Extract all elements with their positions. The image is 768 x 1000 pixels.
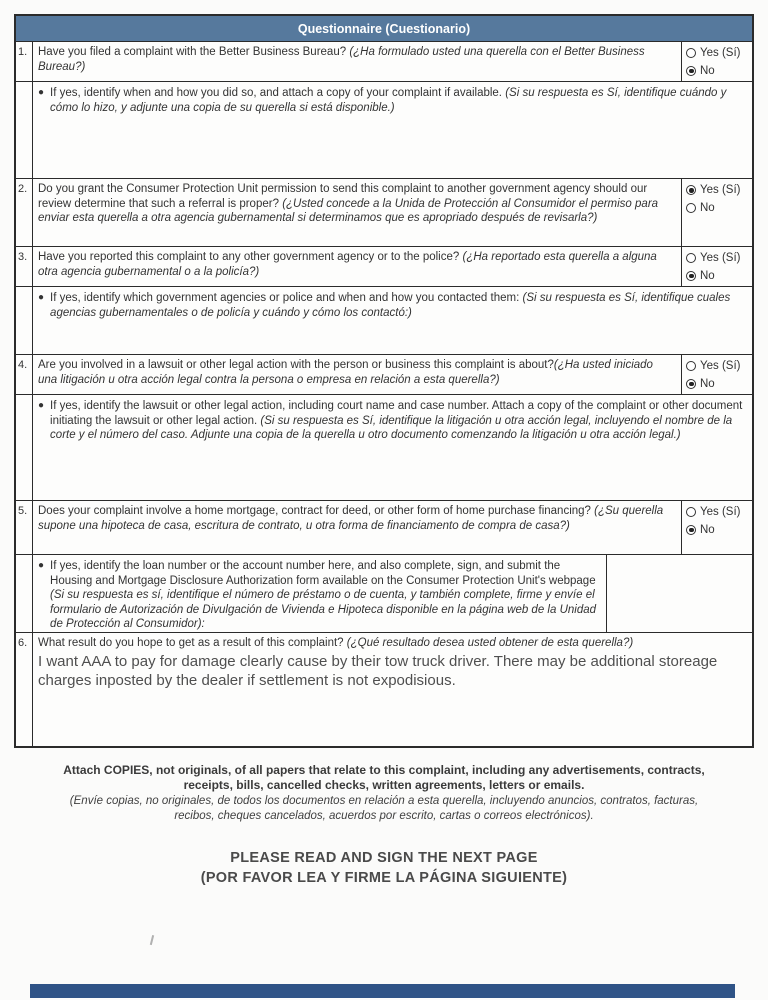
radio-icon[interactable]	[686, 203, 696, 213]
radio-label-no: No	[700, 64, 715, 77]
bullet-icon: ●	[38, 292, 45, 303]
question-text	[33, 179, 681, 246]
radio-option-no-q3[interactable]	[686, 269, 750, 284]
loan-number-writein-area[interactable]	[607, 555, 752, 632]
questionnaire-table	[14, 14, 754, 748]
number-column-spacer	[16, 287, 33, 354]
question-text	[33, 42, 681, 81]
radio-icon[interactable]	[686, 361, 696, 371]
radio-label-yes: Yes (Sí)	[700, 184, 741, 196]
number-column-spacer	[16, 82, 33, 178]
bullet-icon: ●	[38, 87, 45, 98]
radio-label-no: No	[700, 201, 715, 214]
radio-option-no-q4[interactable]	[686, 377, 750, 392]
question-text-es: (¿Usted concede a la Unida de Protección al Consumidor el permiso para enviar esta querella a otra agencia gubernamental si determinamos que es apropriado después de revisarla?)	[38, 197, 659, 224]
attach-notice-en: Attach COPIES, not originals, of all papers that relate to this complaint, including any advertisements, contracts, receipts, bills, cancelled checks, written agreements, letters or emails.	[63, 763, 705, 792]
number-column-spacer	[16, 555, 33, 632]
subquestion-row-4	[16, 394, 752, 500]
result-answer-text[interactable]: I want AAA to pay for damage clearly cause by their tow truck driver. There may be additional storeage charges inposted by the dealer if settlement is not expodisious.	[38, 652, 718, 689]
radio-option-yes-q4[interactable]	[686, 359, 750, 374]
question-text-en: Have you filed a complaint with the Better Business Bureau?	[38, 46, 347, 58]
question-text-es: (¿Su querella supone una hipoteca de casa, escritura de contrato, u otra forma de financiamento de compra de casa?)	[38, 505, 664, 532]
question-row-6	[16, 632, 752, 746]
radio-icon[interactable]	[686, 48, 696, 58]
radio-icon[interactable]	[686, 253, 696, 263]
question-text	[33, 501, 681, 554]
radio-option-no-q5[interactable]	[686, 523, 750, 538]
answer-column	[681, 501, 752, 554]
question-text-es: (¿Ha usted iniciado una litigación u otra acción legal contra la persona o empresa en relación a esta querella?)	[38, 359, 653, 386]
radio-label-yes: Yes (Sí)	[700, 360, 741, 372]
number-column-spacer	[16, 395, 33, 500]
radio-option-no-q2[interactable]	[686, 201, 750, 216]
subquestion-row-3	[16, 286, 752, 354]
table-title: Questionnaire (Cuestionario)	[297, 21, 471, 36]
radio-icon[interactable]	[686, 379, 696, 389]
radio-icon[interactable]	[686, 507, 696, 517]
subquestion-text[interactable]	[33, 395, 752, 500]
answer-column	[681, 179, 752, 246]
subquestion-text-en: If yes, identify the loan number or the account number here, and also complete, sign, and submit the Housing and Mortgage Disclosure Authorization form available on the Consumer Protection Unit's webpage	[50, 560, 596, 587]
question-text-en: Do you grant the Consumer Protection Unit permission to send this complaint to another government agency should our review determine that such a referral is proper?	[38, 183, 648, 210]
answer-column	[681, 355, 752, 394]
question-number: 4.	[16, 355, 33, 394]
question-row-1	[16, 41, 752, 81]
question-number: 2.	[16, 179, 33, 246]
subquestion-text-es: (Si su respuesta es Sí, identifique cuándo y cómo lo hizo, y adjunte una copia de su querella si está disponible.)	[50, 87, 727, 114]
table-header	[16, 16, 752, 41]
question-number: 6.	[16, 633, 33, 746]
sign-notice-line1: PLEASE READ AND SIGN THE NEXT PAGE	[230, 850, 538, 866]
attach-copies-notice	[54, 763, 714, 824]
question-text	[33, 247, 681, 286]
question-text-en: Does your complaint involve a home mortgage, contract for deed, or other form of home purchase financing?	[38, 505, 591, 517]
attach-notice-es: (Envíe copias, no originales, de todos los documentos en relación a esta querella, incluyendo anuncios, contratos, facturas, recibos, cheques cancelados, acuerdos por escrito, cartas o correos electrónicos).	[69, 795, 699, 822]
radio-label-no: No	[700, 377, 715, 390]
answer-column	[681, 247, 752, 286]
subquestion-row-5	[16, 554, 752, 632]
scan-artifact-mark	[150, 935, 154, 945]
subquestion-text[interactable]	[33, 287, 752, 354]
bullet-icon: ●	[38, 400, 45, 411]
question-row-4	[16, 354, 752, 394]
radio-label-no: No	[700, 523, 715, 536]
question-text-en: What result do you hope to get as a result of this complaint?	[38, 637, 344, 649]
radio-icon[interactable]	[686, 185, 696, 195]
radio-label-yes: Yes (Sí)	[700, 252, 741, 264]
question-text	[33, 355, 681, 394]
radio-option-yes-q5[interactable]	[686, 505, 750, 520]
question-number: 5.	[16, 501, 33, 554]
question-text-es: (¿Ha formulado usted una querella con el Better Business Bureau?)	[38, 46, 645, 73]
subquestion-text-en: If yes, identify when and how you did so, and attach a copy of your complaint if available.	[50, 87, 503, 99]
question-row-3	[16, 246, 752, 286]
bullet-icon: ●	[38, 560, 45, 571]
subquestion-text-es: (Si su respuesta es Sí, identifique la litigación u otra acción legal, incluyendo el nombre de la corte y el número del caso. Adjunte una copia de la querella u otro documento comenzando la litigación u otra acción legal.)	[50, 414, 733, 441]
question-text-es: (¿Ha reportado esta querella a alguna otra agencia gubernamental o a la policía?)	[38, 251, 657, 278]
radio-icon[interactable]	[686, 66, 696, 76]
radio-icon[interactable]	[686, 525, 696, 535]
radio-option-yes-q1[interactable]	[686, 46, 750, 61]
radio-label-yes: Yes (Sí)	[700, 506, 741, 518]
radio-option-yes-q3[interactable]	[686, 251, 750, 266]
subquestion-text[interactable]	[33, 82, 752, 178]
subquestion-text-en: If yes, identify the lawsuit or other legal action, including court name and case number. Attach a copy of the complaint or other document initiating the lawsuit or other legal action.	[50, 400, 743, 427]
radio-label-no: No	[700, 269, 715, 282]
bottom-bar	[30, 984, 735, 998]
question-number: 1.	[16, 42, 33, 81]
subquestion-text	[33, 555, 607, 632]
question-row-5	[16, 500, 752, 554]
question-row-2	[16, 178, 752, 246]
radio-option-yes-q2[interactable]	[686, 183, 750, 198]
sign-next-page-notice	[0, 848, 768, 888]
question-text-en: Have you reported this complaint to any other government agency or to the police?	[38, 251, 460, 263]
subquestion-row-1	[16, 81, 752, 178]
radio-icon[interactable]	[686, 271, 696, 281]
question-text	[33, 633, 752, 746]
radio-option-no-q1[interactable]	[686, 64, 750, 79]
sign-notice-line2: (POR FAVOR LEA Y FIRME LA PÁGINA SIGUIENTE)	[200, 870, 568, 886]
radio-label-yes: Yes (Sí)	[700, 47, 741, 59]
question-number: 3.	[16, 247, 33, 286]
answer-column	[681, 42, 752, 81]
question-text-en: Are you involved in a lawsuit or other legal action with the person or business this complaint is about?	[38, 359, 554, 371]
subquestion-text-en: If yes, identify which government agencies or police and when and how you contacted them:	[50, 292, 520, 304]
subquestion-text-es: (Si su respuesta es Sí, identifique cuales agencias gubernamentales o de policía y cuándo y cómo los contactó:)	[50, 292, 731, 319]
subquestion-text-es: (Si su respuesta es sí, identifique el número de préstamo o de cuenta, y también complete, firme y envíe el formulario de Autorización de Divulgación de Vivienda e Hipoteca disponible en la página web de la Unidad de Protección al Consumidor):	[50, 589, 597, 630]
question-text-es: (¿Qué resultado desea usted obtener de esta querella?)	[346, 637, 634, 649]
